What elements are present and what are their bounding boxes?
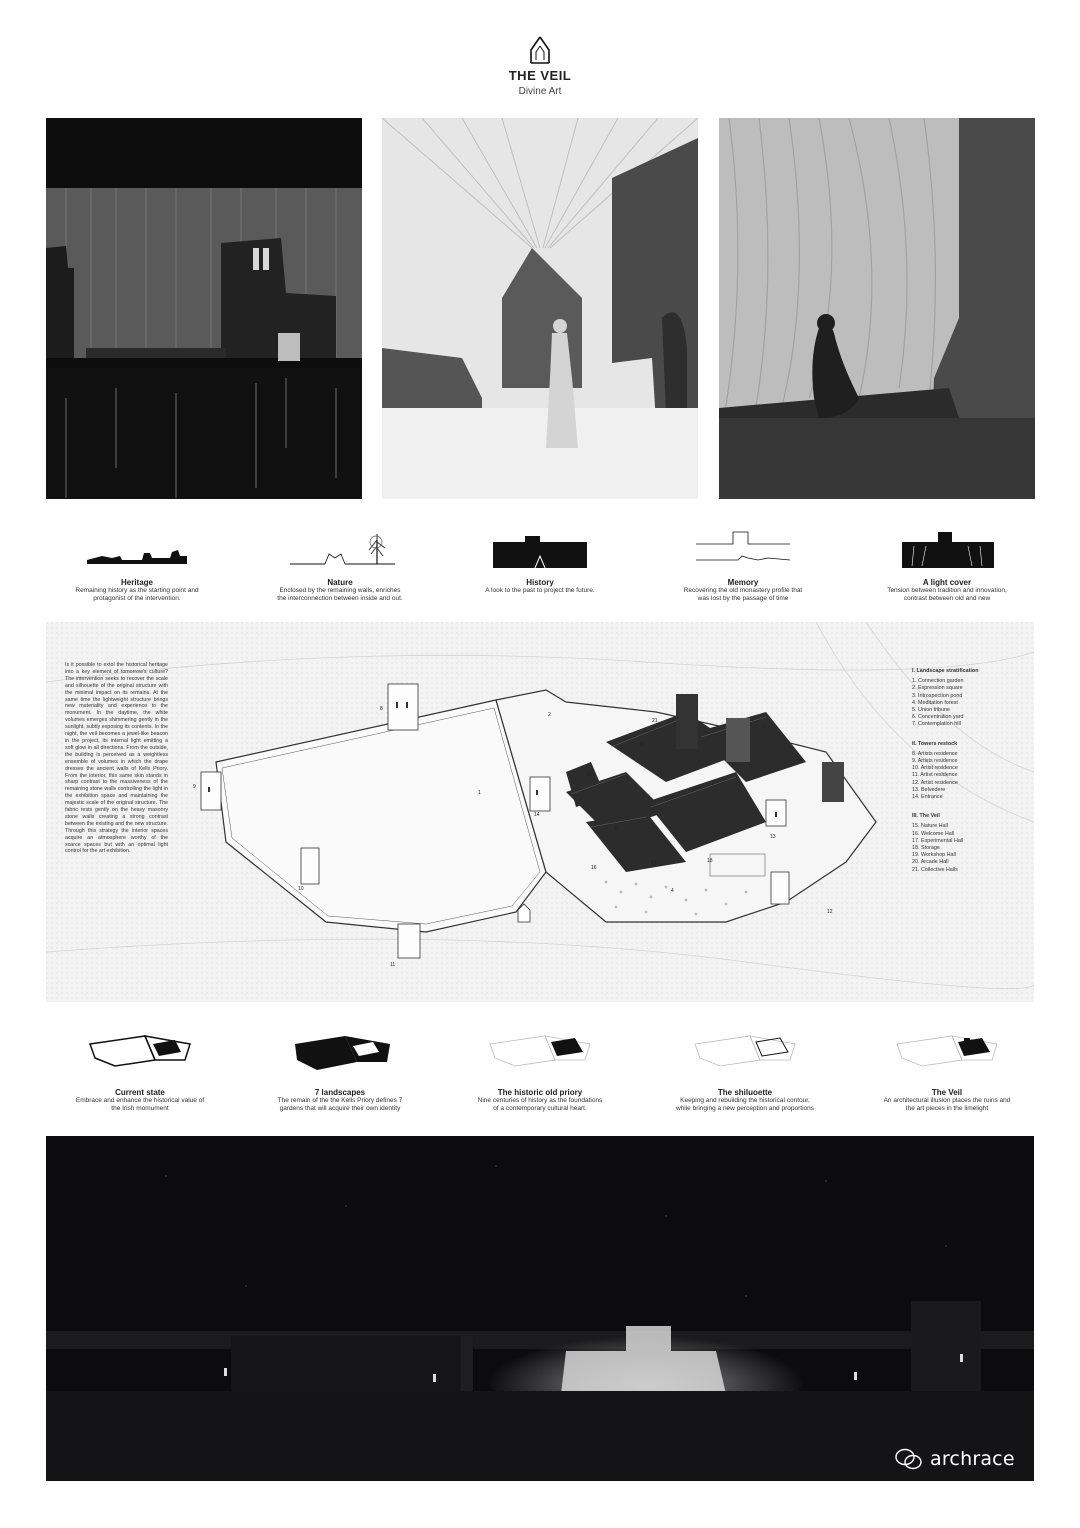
concept-title: History	[526, 578, 554, 587]
plan-label: 11	[390, 962, 396, 968]
plan-label: 20	[796, 757, 802, 763]
concept-memory	[648, 520, 838, 603]
page-subtitle: Divine Art	[518, 86, 562, 97]
legend-item: 2. Expression square	[912, 685, 963, 692]
plan-label: 2	[548, 712, 551, 718]
plan-label: 3	[614, 826, 617, 832]
plan-label: 17	[651, 861, 657, 867]
legend-item: 17. Experimental Hall	[912, 837, 964, 844]
legend-item: 20. Arcade Hall	[912, 859, 949, 866]
plan-label: 13	[770, 834, 776, 840]
strategy-title: The historic old priory	[497, 1088, 583, 1097]
concept-desc: Recovering the old monastery profile that was lost by the passage of time	[683, 587, 803, 602]
legend-item: 13. Belvedere	[912, 786, 946, 793]
strategy-desc: The remain of the the Kells Priory defines 7 gardens that will acquire their own identity	[277, 1097, 403, 1112]
legend-heading: II. Towers restock	[912, 740, 958, 747]
strategy-title: The shiluoette	[717, 1088, 773, 1097]
light-cover-section-icon	[852, 520, 1042, 572]
photo-window-sculpture	[719, 118, 1035, 499]
legend-heading: I. Landscape stratification	[912, 668, 979, 674]
plan-label: 4	[671, 888, 674, 894]
strategy-desc: Embrace and enhance the historical value of the Irish momument	[75, 1097, 205, 1112]
plan-label: 14	[534, 812, 540, 818]
axonometric-site-plan	[46, 622, 1034, 1002]
photo-ruin-reflection	[46, 118, 362, 499]
plan-label: 7	[762, 724, 765, 730]
strategy-the-veil	[852, 1026, 1042, 1113]
plan-label: 10	[298, 886, 304, 892]
plan-label: 1	[478, 790, 481, 796]
concept-desc: Tension between tradition and innovation, contrast between old and new	[887, 587, 1007, 602]
plan-label: 8	[380, 706, 383, 712]
concept-light-cover	[852, 520, 1042, 603]
plan-label: 15	[586, 772, 592, 778]
night-render-image	[46, 1136, 1034, 1481]
legend-item: 8. Artists residence	[912, 750, 958, 757]
legend-item: 11. Artist residence	[912, 772, 958, 779]
plan-label: 9	[193, 784, 196, 790]
strategy-title: 7 landscapes	[314, 1088, 366, 1097]
legend-item: 18. Storage	[912, 845, 940, 852]
concept-title: A light cover	[922, 578, 972, 587]
memory-profile-icon	[648, 520, 838, 572]
history-section-icon	[445, 520, 635, 572]
plan-label: 18	[707, 858, 713, 864]
legend-item: 16. Welcome Hall	[912, 830, 955, 837]
legend-item: 15. Nature Hall	[912, 823, 948, 830]
concept-title: Memory	[727, 578, 759, 587]
nature-tree-icon	[245, 520, 435, 572]
legend-item: 9. Artists residence	[912, 758, 958, 765]
legend-item: 7. Contemplation hill	[912, 721, 961, 728]
house-logo-icon	[528, 36, 552, 66]
silhouette-diagram-icon	[650, 1026, 840, 1078]
plan-label: 5	[660, 771, 663, 777]
strategy-desc: Nine centuries of history as the foundations of a contemporary cultural heart.	[477, 1097, 603, 1112]
plan-legend	[912, 662, 1022, 874]
legend-item: 6. Concentration yard	[912, 714, 964, 721]
wechat-icon	[894, 1446, 924, 1472]
strategy-title: The Veil	[931, 1088, 963, 1097]
strategy-current-state	[45, 1026, 235, 1113]
plan-label: 16	[591, 865, 597, 871]
concept-desc: A look to the past to project the future.	[485, 587, 595, 594]
concept-nature	[245, 520, 435, 603]
plan-label: 19	[639, 742, 645, 748]
legend-item: 10. Artist residence	[912, 765, 958, 772]
plan-label: 12	[827, 909, 833, 915]
strategy-desc: An architectural illusion places the ruins and the art pieces in the limelight	[883, 1097, 1011, 1112]
veil-diagram-icon	[852, 1026, 1042, 1078]
legend-item: 21. Collective Halls	[912, 866, 958, 873]
strategy-7-landscapes	[245, 1026, 435, 1113]
photo-veil-nave	[382, 118, 698, 499]
strategy-desc: Keeping and rebuilding the historical contour, while bringing a new perception and proportions	[675, 1097, 815, 1112]
legend-item: 1. Connection garden	[912, 678, 964, 685]
concept-title: Nature	[327, 578, 353, 587]
heritage-silhouette-icon	[42, 520, 232, 572]
concept-history	[445, 520, 635, 595]
project-description: Is it possible to extol the historical heritage into a key element of tomorrow's culture? The intervention seeks to recover the scale and silhouette of the original structure with the minimal impact on its remains. At the same time the lightweight structure brings new materiality and experience to the monument. In the daytime, the white volumes emerges shimmering gently in the sunlight, subtly exposing its contents. In the night, the veil becomes a jewel-like beacon in the project, its internal light emitting a soft glow in all directions. From the outside, the building is perceived as a weightless ensemble of volumes in which the drape dresses the ancient walls of Kells Priory. From the interior, this same skin stands in sharp contrast to the massiveness of the remaining stone walls controlling the light in the exhibition space and maintaining the majestic scale of the original structure. The fabric rests gently on the heavy masonry stone walls creating a strong contrast between the existing and the new structure. Through this strategy the interior spaces acquire an atmosphere worthy of the scarce spaces but with an optimal light control for the art exhibition.	[65, 662, 168, 855]
concept-title: Heritage	[120, 578, 153, 587]
watermark-text: archrace	[930, 1448, 1015, 1470]
landscapes-diagram-icon	[245, 1026, 435, 1078]
concept-heritage	[42, 520, 232, 603]
legend-item: 14. Entrance	[912, 794, 943, 801]
legend-item: 4. Meditation forest	[912, 699, 958, 706]
legend-item: 19. Workshop Hall	[912, 852, 956, 859]
plan-label: 21	[652, 718, 658, 724]
legend-item: 3. Introspection pond	[912, 692, 963, 699]
legend-item: 12. Artist residence	[912, 779, 958, 786]
strategy-title: Current state	[115, 1088, 165, 1097]
current-state-diagram-icon	[45, 1026, 235, 1078]
page-title: THE VEIL	[508, 68, 572, 83]
concept-desc: Enclosed by the remaining walls, enriches the interconnection between inside and out.	[277, 587, 403, 602]
concept-desc: Remaining history as the starting point and protagonist of the intervention.	[75, 587, 199, 602]
priory-diagram-icon	[445, 1026, 635, 1078]
strategy-silhouette	[650, 1026, 840, 1113]
legend-heading: III. The Veil	[912, 813, 940, 820]
strategy-historic-priory	[445, 1026, 635, 1113]
legend-item: 5. Union tribune	[912, 707, 951, 714]
